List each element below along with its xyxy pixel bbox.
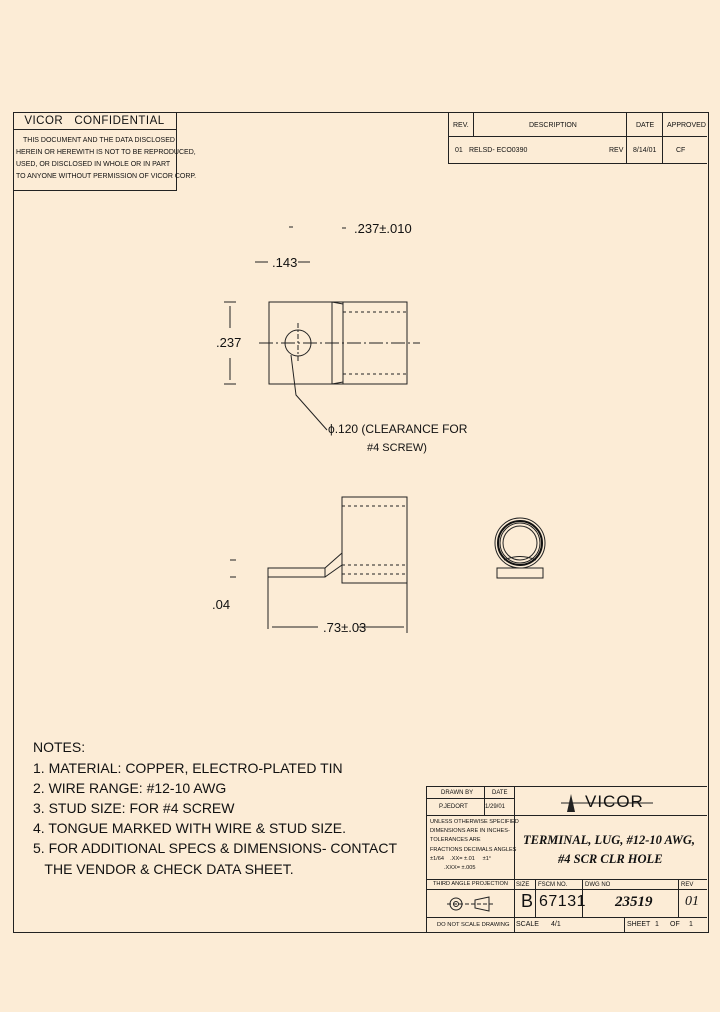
drawn-date: 1/29/01 (485, 804, 506, 810)
dwg-label: DWG NO (585, 882, 611, 888)
no-scale-note: DO NOT SCALE DRAWING (437, 922, 510, 928)
top-view-tongue (269, 302, 332, 384)
side-view-tongue (268, 568, 325, 577)
dim-hole-offset: .143 (272, 255, 298, 270)
rev-row-note: REV (609, 147, 624, 154)
tolerance-line-1: UNLESS OTHERWISE SPECIFIED (430, 819, 519, 825)
drawn-by: P.JEDORT (439, 804, 468, 810)
confidential-line-3: USED, OR DISCLOSED IN WHOLE OR IN PART (16, 161, 171, 168)
drawn-by-label: DRAWN BY (441, 790, 474, 796)
dim-height: .237 (216, 335, 242, 350)
dwg-number: 23519 (615, 894, 653, 910)
tolerance-line-5: ±1/64 .XX= ±.01 ±1° (430, 856, 492, 862)
title-block (426, 786, 707, 932)
dim-tongue-thickness: .04 (212, 597, 231, 612)
rev-value: 01 (685, 894, 699, 909)
note-2: 2. WIRE RANGE: #12-10 AWG (33, 780, 227, 796)
of-label: OF (670, 921, 680, 928)
dim-overall-length: .237±.010 (354, 221, 412, 236)
part-title-line-2: #4 SCR CLR HOLE (558, 852, 663, 866)
sheet-value: 1 (655, 921, 659, 928)
description-header: DESCRIPTION (529, 122, 577, 129)
confidential-line-1: THIS DOCUMENT AND THE DATA DISCLOSED (23, 137, 175, 144)
sheet-label: SHEET (627, 921, 651, 928)
note-4: 4. TONGUE MARKED WITH WIRE & STUD SIZE. (33, 820, 346, 836)
side-view-barrel (342, 497, 407, 583)
confidential-line-4: TO ANYONE WITHOUT PERMISSION OF VICOR CORP. (16, 173, 197, 180)
part-title-line-1: TERMINAL, LUG, #12-10 AWG, (523, 833, 696, 847)
size-label: SIZE (516, 882, 530, 888)
tolerance-line-3: TOLERANCES ARE (430, 837, 481, 843)
third-angle-projection-icon (447, 895, 495, 913)
dim-total-length: .73±.03 (323, 620, 367, 635)
rev-row-approved: CF (676, 147, 686, 154)
notes-title: NOTES: (33, 739, 86, 755)
rev-row-date: 8/14/01 (633, 147, 657, 154)
scale-label: SCALE (516, 921, 539, 928)
hole-note-line-2: #4 SCREW) (367, 442, 427, 454)
rev-header: REV. (453, 122, 469, 129)
of-value: 1 (689, 921, 693, 928)
hole-note-line-1: ϕ.120 (CLEARANCE FOR (328, 422, 468, 436)
tolerance-line-2: DIMENSIONS ARE IN INCHES- (430, 828, 510, 834)
note-6: THE VENDOR & CHECK DATA SHEET. (33, 861, 294, 877)
thick-lines (498, 521, 542, 565)
tolerance-line-6: .XXX= ±.005 (430, 865, 476, 871)
tolerance-line-4: FRACTIONS DECIMALS ANGLES (430, 847, 517, 853)
approved-header: APPROVED (667, 122, 706, 129)
scale-value: 4/1 (551, 921, 561, 928)
rev-row-description: RELSD- ECO0390 (469, 147, 528, 154)
projection-label: THIRD ANGLE PROJECTION (433, 881, 508, 887)
fscm-label: FSCM NO. (538, 882, 568, 888)
rev-row-number: 01 (455, 147, 463, 154)
date-header: DATE (636, 122, 655, 129)
note-1: 1. MATERIAL: COPPER, ELECTRO-PLATED TIN (33, 760, 343, 776)
fscm-value: 67131 (539, 893, 586, 910)
note-5: 5. FOR ADDITIONAL SPECS & DIMENSIONS- CONTACT (33, 840, 398, 856)
date-label: DATE (492, 790, 508, 796)
confidential-line-2: HEREIN OR HEREWITH IS NOT TO BE REPRODUCED, (16, 149, 196, 156)
note-3: 3. STUD SIZE: FOR #4 SCREW (33, 800, 235, 816)
size-value: B (521, 891, 534, 911)
rev-label: REV (681, 882, 694, 888)
confidential-title: VICOR CONFIDENTIAL (13, 112, 176, 130)
logo-text: VICOR (585, 792, 644, 811)
